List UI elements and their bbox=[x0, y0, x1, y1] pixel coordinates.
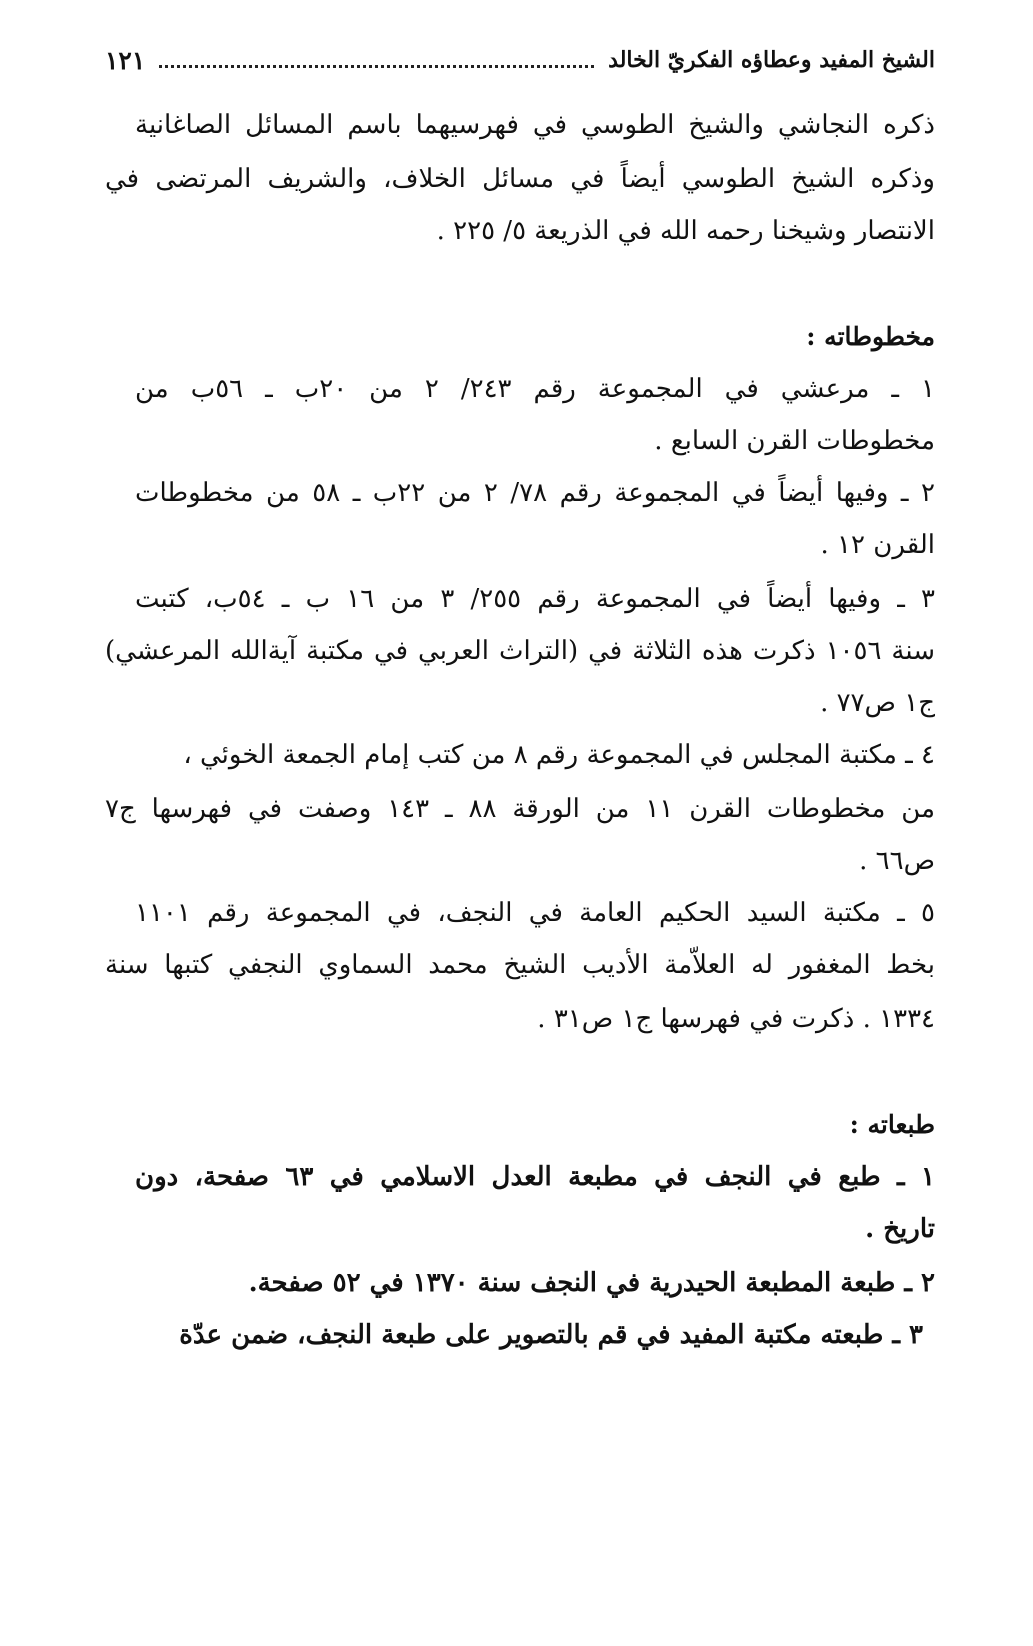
manuscript-line-11: ٥ ـ مكتبة السيد الحكيم العامة في النجف، في المجموعة رقم ١١٠١ bbox=[135, 898, 935, 928]
manuscript-line-3: ٢ ـ وفيها أيضاً في المجموعة رقم ٧٨/ ٢ من ٢٢ب ـ ٥٨ من مخطوطات bbox=[135, 478, 936, 508]
edition-line-2: تاريخ . bbox=[865, 1214, 935, 1244]
manuscript-line-9: من مخطوطات القرن ١١ من الورقة ٨٨ ـ ١٤٣ وصفت في فهرسها ج٧ bbox=[105, 794, 935, 824]
page-number: ١٢١ bbox=[105, 45, 146, 75]
manuscript-line-4: القرن ١٢ . bbox=[820, 530, 935, 560]
manuscript-line-12: بخط المغفور له العلاّمة الأديب الشيخ محمد السماوي النجفي كتبها سنة bbox=[105, 950, 935, 980]
intro-line-3: الانتصار وشيخنا رحمه الله في الذريعة ٥/ ٢٢٥ . bbox=[436, 216, 935, 246]
intro-line-1: ذكره النجاشي والشيخ الطوسي في فهرسيهما باسم المسائل الصاغانية bbox=[135, 110, 935, 140]
running-header bbox=[105, 40, 935, 80]
intro-line-2: وذكره الشيخ الطوسي أيضاً في مسائل الخلاف، والشريف المرتضى في bbox=[105, 164, 935, 194]
manuscript-line-6: سنة ١٠٥٦ ذكرت هذه الثلاثة في (التراث العربي في مكتبة آيةالله المرعشي) bbox=[105, 636, 935, 666]
manuscript-line-2: مخطوطات القرن السابع . bbox=[654, 426, 935, 456]
edition-line-3: ٢ ـ طبعة المطبعة الحيدرية في النجف سنة ١٣٧٠ في ٥٢ صفحة. bbox=[248, 1268, 935, 1298]
edition-line-4: ٣ ـ طبعته مكتبة المفيد في قم بالتصوير على طبعة النجف، ضمن عدّة bbox=[179, 1320, 923, 1350]
manuscript-line-7: ج١ ص٧٧ . bbox=[820, 688, 935, 718]
manuscript-line-5: ٣ ـ وفيها أيضاً في المجموعة رقم ٢٥٥/ ٣ من ١٦ ب ـ ٥٤ب، كتبت bbox=[135, 584, 936, 614]
running-title: الشيخ المفيد وعطاؤه الفكريّ الخالد bbox=[608, 47, 935, 73]
manuscript-line-1: ١ ـ مرعشي في المجموعة رقم ٢٤٣/ ٢ من ٢٠ب ـ ٥٦ب من bbox=[135, 374, 936, 404]
edition-line-1: ١ ـ طبع في النجف في مطبعة العدل الاسلامي في ٦٣ صفحة، دون bbox=[135, 1162, 935, 1192]
editions-heading: طبعاته : bbox=[849, 1110, 935, 1139]
manuscript-line-10: ص٦٦ . bbox=[859, 846, 935, 876]
manuscript-line-8: ٤ ـ مكتبة المجلس في المجموعة رقم ٨ من كتب إمام الجمعة الخوئي ، bbox=[183, 740, 935, 770]
manuscripts-heading: مخطوطاته : bbox=[806, 322, 935, 351]
header-leader-dots bbox=[159, 65, 594, 68]
manuscript-line-13: ١٣٣٤ . ذكرت في فهرسها ج١ ص٣١ . bbox=[537, 1004, 935, 1034]
